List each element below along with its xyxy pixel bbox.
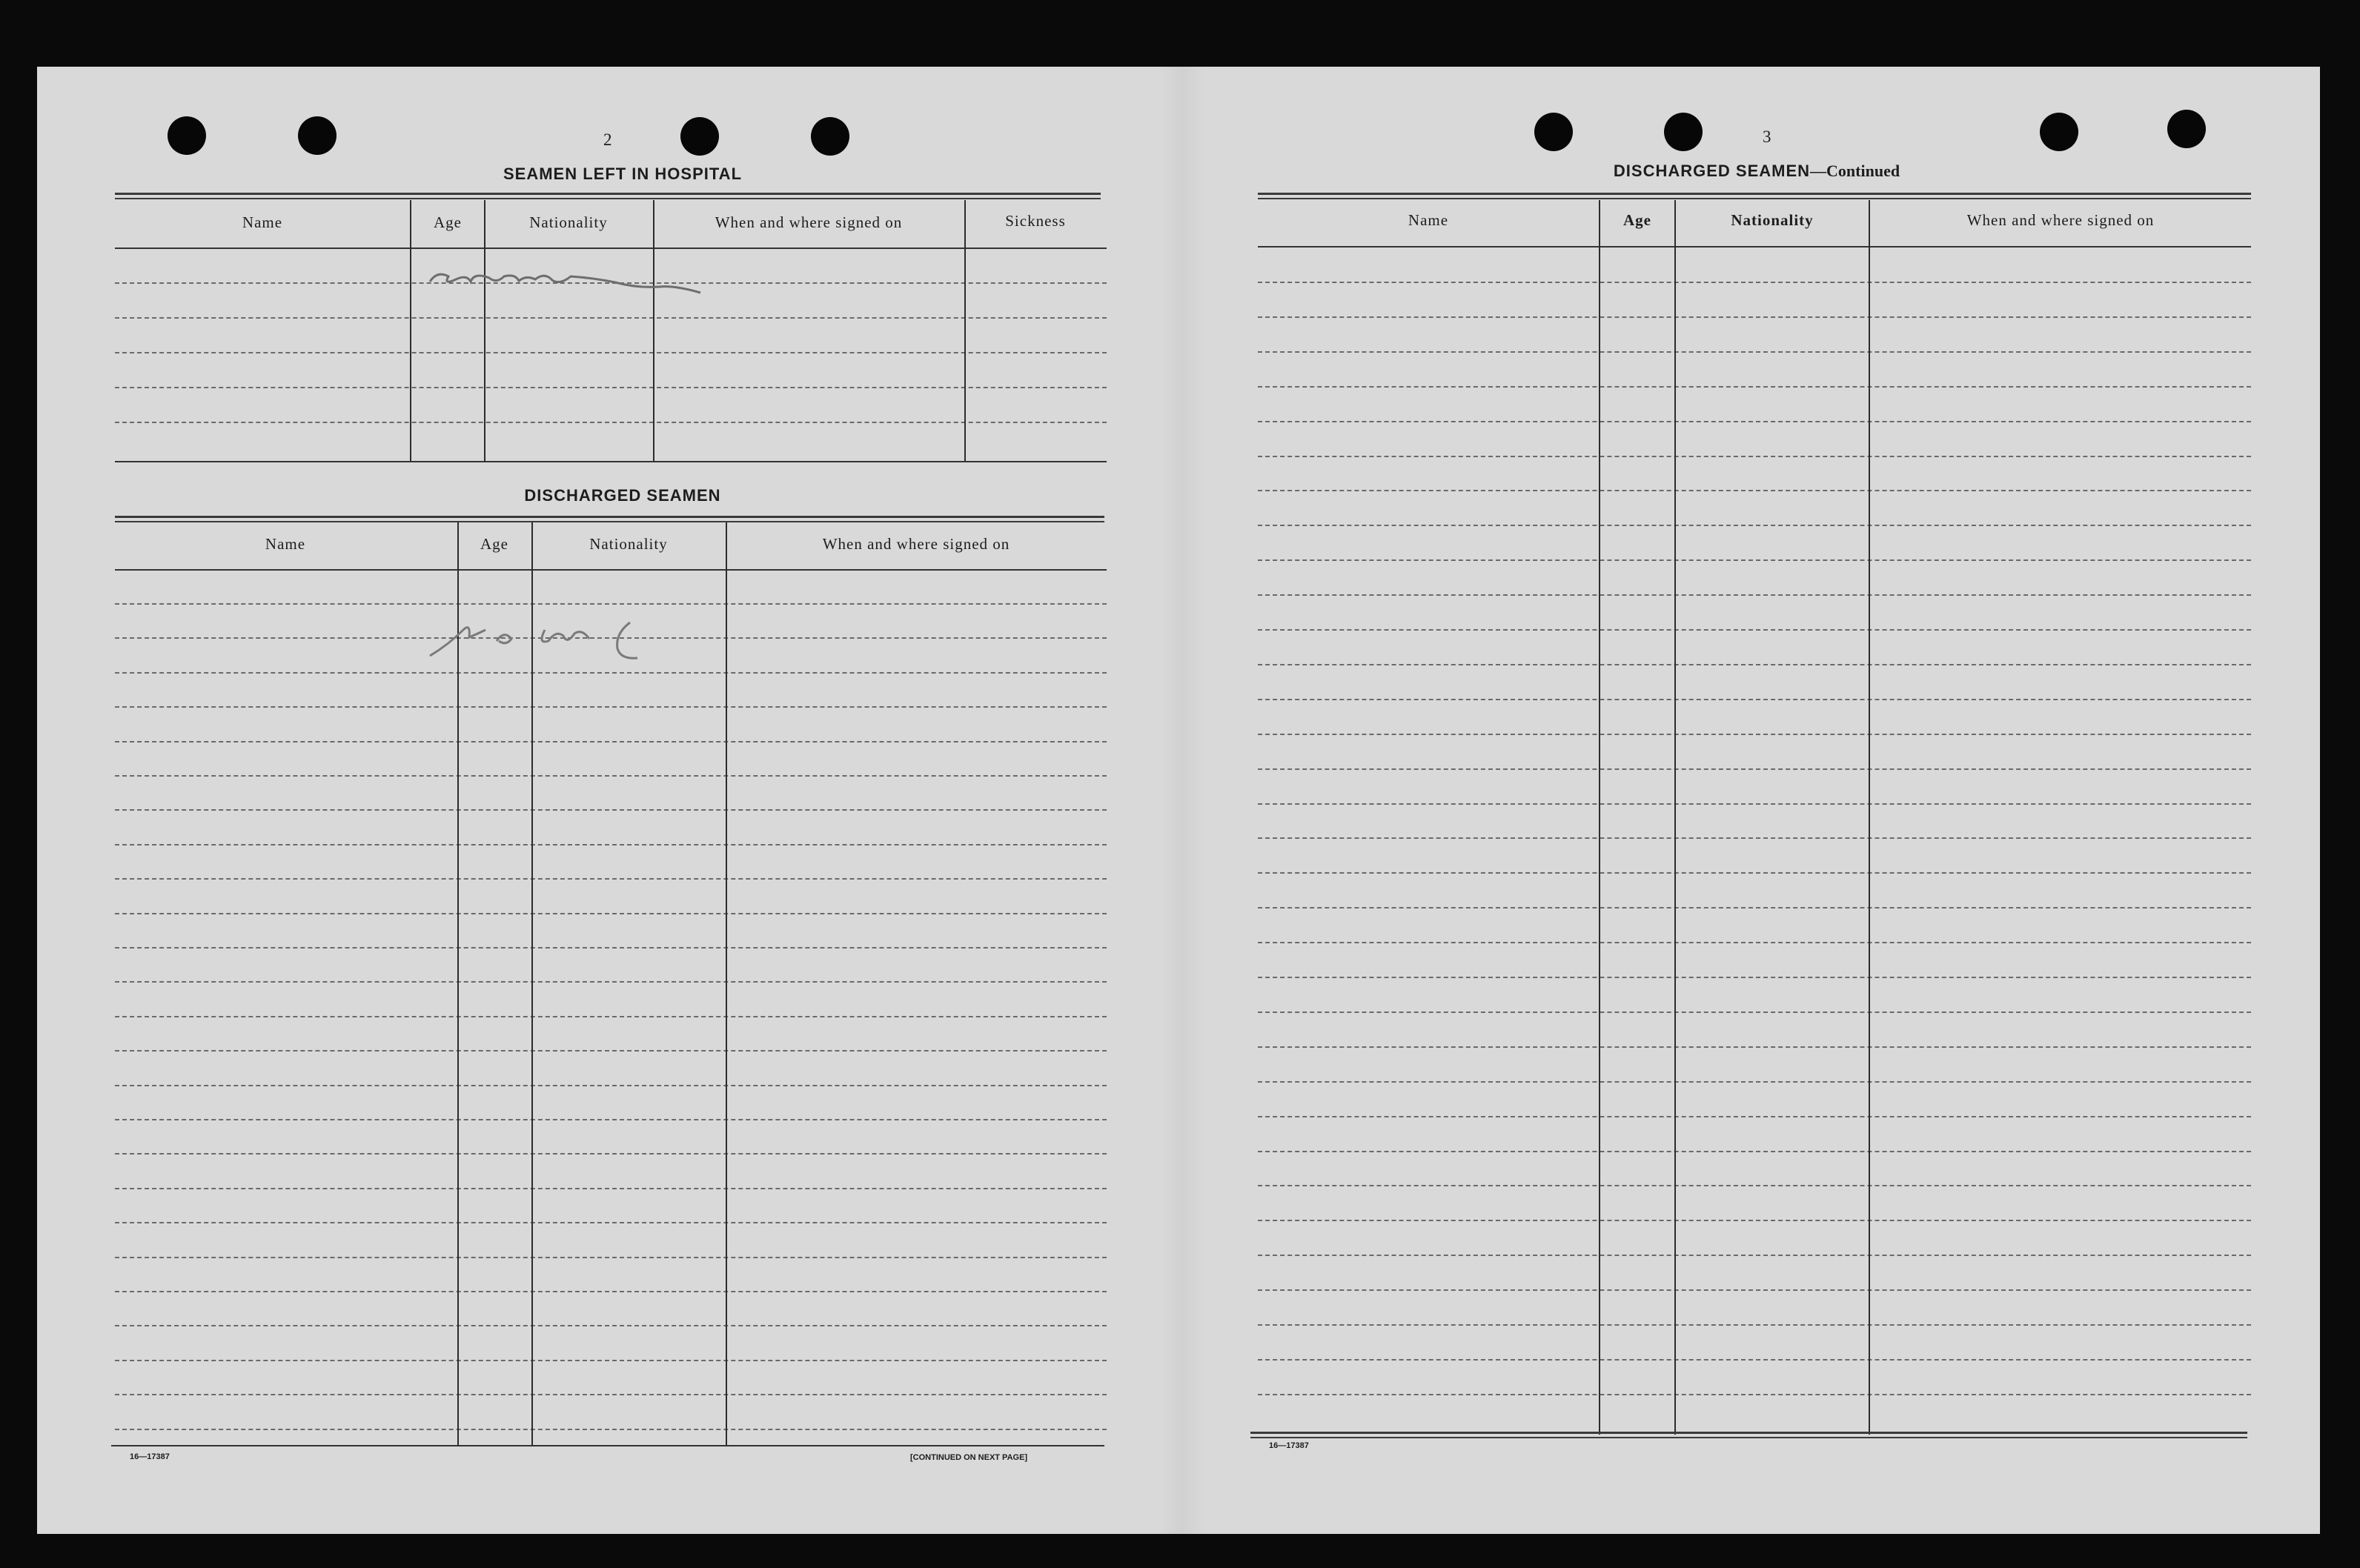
- punch-hole: [298, 116, 337, 155]
- ruled-line: [1258, 734, 2251, 735]
- column-header-name: Name: [1408, 211, 1449, 229]
- ruled-line: [1258, 942, 2251, 943]
- ruled-line: [115, 1016, 1107, 1017]
- column-header-name: Name: [242, 213, 283, 231]
- ruled-line: [115, 387, 1107, 388]
- punch-hole: [680, 117, 719, 156]
- ruled-line: [1258, 1359, 2251, 1361]
- punch-hole: [2167, 110, 2206, 148]
- column-header-sickness: Sickness: [1005, 212, 1066, 230]
- ruled-line: [1258, 664, 2251, 665]
- ruled-line: [1258, 282, 2251, 283]
- ruled-line: [115, 1325, 1107, 1326]
- ruled-line: [115, 913, 1107, 914]
- ruled-line: [115, 1085, 1107, 1086]
- column-header-nationality: Nationality: [529, 213, 608, 231]
- header-rule: [115, 569, 1107, 571]
- column-header-age: Age: [480, 535, 508, 553]
- header-rule: [115, 248, 1107, 249]
- ruled-line: [115, 741, 1107, 743]
- column-header-signed-on: When and where signed on: [715, 213, 903, 231]
- ruled-line: [1258, 525, 2251, 526]
- ruled-line: [1258, 1394, 2251, 1395]
- ruled-line: [115, 1394, 1107, 1395]
- column-header-age: Age: [434, 213, 462, 231]
- ruled-line: [1258, 872, 2251, 874]
- ruled-line: [1258, 1289, 2251, 1291]
- header-rule: [1258, 246, 2251, 248]
- column-divider: [410, 200, 411, 461]
- handwritten-none: [422, 256, 719, 300]
- ruled-line: [1258, 803, 2251, 805]
- column-header-nationality: Nationality: [589, 535, 668, 553]
- punch-hole: [1534, 113, 1573, 151]
- column-header-signed-on: When and where signed on: [822, 535, 1010, 553]
- ruled-line: [1258, 1185, 2251, 1186]
- table-bottom-rule: [115, 461, 1107, 462]
- ruled-line: [115, 981, 1107, 983]
- form-number: 16—17387: [1269, 1441, 1309, 1450]
- ruled-line: [1258, 1324, 2251, 1326]
- ruled-line: [115, 1429, 1107, 1430]
- form-number: 16—17387: [130, 1452, 170, 1461]
- ruled-line: [115, 1360, 1107, 1361]
- ruled-line: [1258, 977, 2251, 978]
- ruled-line: [115, 706, 1107, 708]
- ruled-line: [1258, 490, 2251, 491]
- ruled-line: [1258, 1081, 2251, 1083]
- discharged-continued-title: DISCHARGED SEAMEN—Continued: [1613, 162, 1900, 180]
- ruled-line: [1258, 351, 2251, 353]
- ruled-line: [115, 672, 1107, 674]
- column-header-nationality: Nationality: [1731, 211, 1814, 229]
- table-bottom-rule: [111, 1445, 1104, 1446]
- ruled-line: [1258, 316, 2251, 318]
- ruled-line: [1258, 1151, 2251, 1152]
- column-divider: [1599, 200, 1600, 1435]
- punch-hole: [168, 116, 206, 155]
- column-divider: [484, 200, 485, 461]
- ruled-line: [1258, 1011, 2251, 1013]
- ruled-line: [115, 352, 1107, 353]
- column-header-age: Age: [1623, 211, 1651, 229]
- ruled-line: [1258, 1116, 2251, 1117]
- handwritten-none: [426, 600, 797, 667]
- ruled-line: [1258, 594, 2251, 596]
- ruled-line: [115, 317, 1107, 319]
- punch-hole: [2040, 113, 2078, 151]
- ruled-line: [115, 809, 1107, 811]
- ruled-line: [115, 1188, 1107, 1189]
- ruled-line: [115, 1257, 1107, 1258]
- column-divider: [964, 200, 966, 461]
- ruled-line: [115, 844, 1107, 846]
- ruled-line: [1258, 768, 2251, 770]
- page-number: 3: [1763, 127, 1771, 146]
- ruled-line: [1258, 1220, 2251, 1221]
- ruled-line: [1258, 629, 2251, 631]
- column-divider: [1869, 200, 1870, 1435]
- table-bottom-rule: [1250, 1432, 2247, 1438]
- punch-hole: [1664, 113, 1703, 151]
- table-top-rule: [1258, 193, 2251, 199]
- ruled-line: [1258, 421, 2251, 422]
- continued-note: [CONTINUED ON NEXT PAGE]: [910, 1453, 1028, 1462]
- ruled-line: [1258, 907, 2251, 908]
- column-header-name: Name: [265, 535, 306, 553]
- ruled-line: [115, 1153, 1107, 1155]
- hospital-title: SEAMEN LEFT IN HOSPITAL: [503, 165, 743, 183]
- ruled-line: [115, 1291, 1107, 1292]
- ruled-line: [1258, 386, 2251, 388]
- discharged-title: DISCHARGED SEAMEN: [524, 486, 721, 505]
- column-divider: [1674, 200, 1676, 1435]
- ruled-line: [115, 878, 1107, 880]
- ruled-line: [1258, 1046, 2251, 1048]
- ruled-line: [115, 1222, 1107, 1223]
- ruled-line: [115, 422, 1107, 423]
- ruled-line: [115, 1050, 1107, 1052]
- ruled-line: [1258, 699, 2251, 700]
- ruled-line: [1258, 456, 2251, 457]
- ruled-line: [115, 1119, 1107, 1120]
- ruled-line: [115, 947, 1107, 949]
- ruled-line: [1258, 1255, 2251, 1256]
- ruled-line: [115, 775, 1107, 777]
- page-fold: [1160, 67, 1204, 1534]
- ruled-line: [1258, 837, 2251, 839]
- column-header-signed-on: When and where signed on: [1966, 211, 2155, 229]
- table-top-rule: [115, 516, 1104, 522]
- ruled-line: [1258, 559, 2251, 561]
- page-number: 2: [603, 130, 612, 149]
- table-top-rule: [115, 193, 1101, 199]
- punch-hole: [811, 117, 849, 156]
- column-divider: [653, 200, 654, 461]
